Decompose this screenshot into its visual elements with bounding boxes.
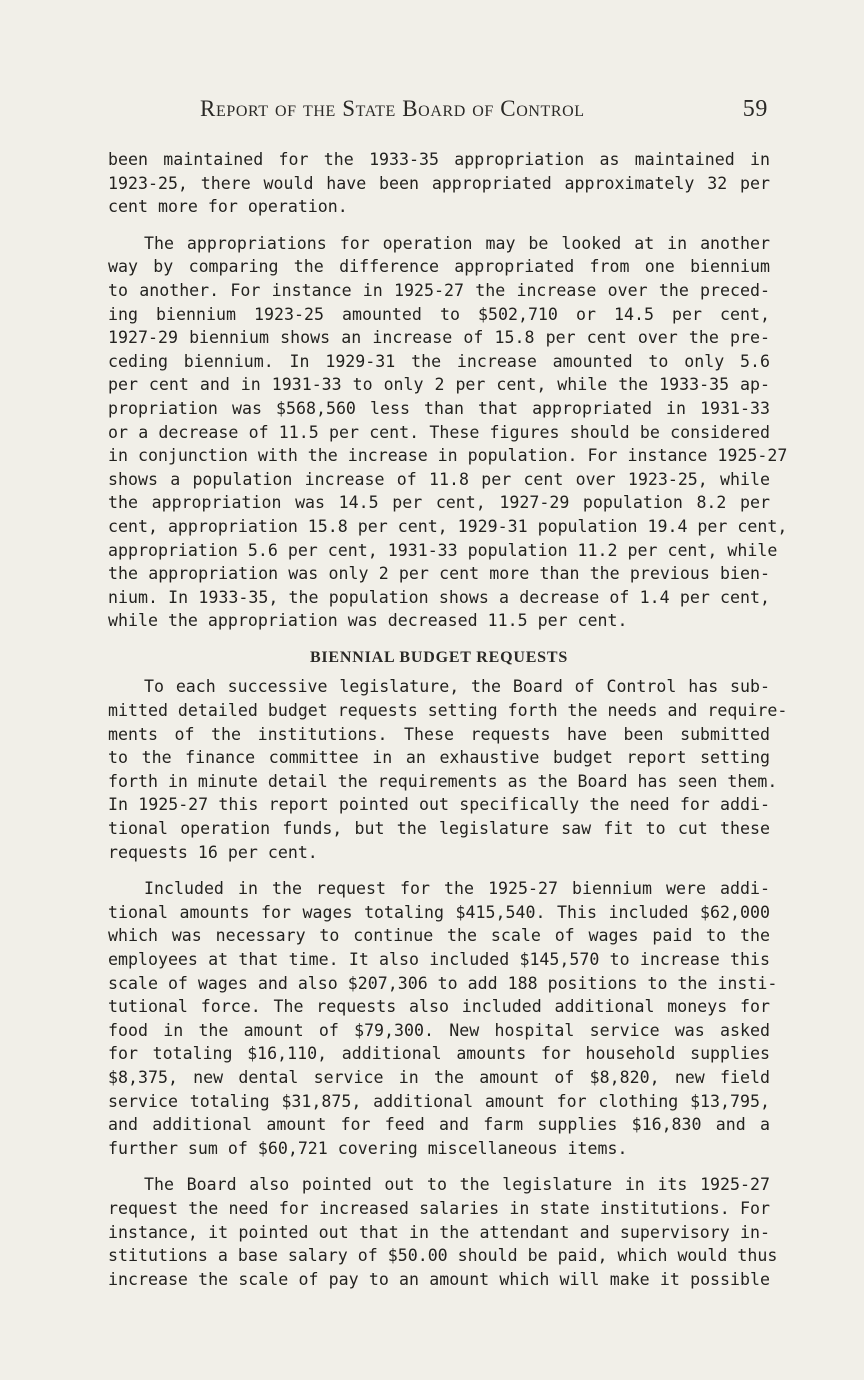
paragraph-appropriations: [108, 232, 788, 633]
text-line: and additional amount for feed and farm supplies $16,830 and a: [108, 1115, 770, 1135]
text-line: or a decrease of 11.5 per cent. These figures should be considered: [108, 422, 770, 442]
text-line: tutional force. The requests also included additional moneys for: [108, 997, 770, 1017]
text-line: The appropriations for operation may be looked at in another: [144, 233, 770, 253]
text-line: the appropriation was only 2 per cent more than the previous bien-: [108, 564, 770, 584]
text-line: ing biennium 1923-25 amounted to $502,710 or 14.5 per cent,: [108, 304, 770, 324]
text-line: ments of the institutions. These requests have been submitted: [108, 724, 770, 744]
text-line: forth in minute detail the requirements as the Board has seen them.: [108, 771, 778, 791]
text-line: requests 16 per cent.: [108, 842, 318, 862]
text-line: The Board also pointed out to the legislature in its 1925-27: [144, 1175, 770, 1195]
paragraph-budget-requests: [108, 675, 788, 864]
paragraph-wages: [108, 877, 778, 1160]
text-line: In 1925-27 this report pointed out specifically the need for addi-: [108, 795, 770, 815]
section-heading: BIENNIAL BUDGET REQUESTS: [309, 648, 569, 666]
text-line: the appropriation was 14.5 per cent, 1927-29 population 8.2 per: [108, 493, 770, 513]
text-line: tional amounts for wages totaling $415,540. This included $62,000: [108, 902, 770, 922]
paragraph-continuation: [108, 148, 770, 219]
text-line: food in the amount of $79,300. New hospital service was asked: [108, 1020, 770, 1040]
text-line: while the appropriation was decreased 11.5 per cent.: [108, 611, 628, 631]
page-number: 59: [742, 96, 768, 122]
text-line: cent more for operation.: [108, 197, 348, 217]
text-line: service totaling $31,875, additional amount for clothing $13,795,: [108, 1091, 770, 1111]
text-line: nium. In 1933-35, the population shows a decrease of 1.4 per cent,: [108, 587, 770, 607]
text-line: increase the scale of pay to an amount which will make it possible: [108, 1269, 770, 1289]
text-line: which was necessary to continue the scale of wages paid to the: [108, 926, 770, 946]
text-line: 1927-29 biennium shows an increase of 15.8 per cent over the pre-: [108, 328, 770, 348]
text-line: further sum of $60,721 covering miscellaneous items.: [108, 1138, 628, 1158]
text-line: mitted detailed budget requests setting forth the needs and require-: [108, 701, 788, 721]
text-line: appropriation 5.6 per cent, 1931-33 population 11.2 per cent, while: [108, 540, 778, 560]
text-line: for totaling $16,110, additional amounts for household supplies: [108, 1044, 770, 1064]
body-text: [108, 148, 788, 1304]
text-line: way by comparing the difference appropriated from one biennium: [108, 257, 770, 277]
text-line: to the finance committee in an exhaustive budget report setting: [108, 748, 770, 768]
text-line: 1923-25, there would have been appropriated approximately 32 per: [108, 173, 770, 193]
text-line: To each successive legislature, the Board of Control has sub-: [144, 677, 770, 697]
text-line: ceding biennium. In 1929-31 the increase amounted to only 5.6: [108, 351, 770, 371]
text-line: shows a population increase of 11.8 per cent over 1923-25, while: [108, 469, 770, 489]
text-line: per cent and in 1931-33 to only 2 per cent, while the 1933-35 ap-: [108, 375, 770, 395]
text-line: stitutions a base salary of $50.00 should be paid, which would thus: [108, 1246, 778, 1266]
text-line: tional operation funds, but the legislature saw fit to cut these: [108, 819, 770, 839]
text-line: scale of wages and also $207,306 to add 188 positions to the insti-: [108, 973, 778, 993]
text-line: cent, appropriation 15.8 per cent, 1929-31 population 19.4 per cent,: [108, 516, 788, 536]
text-line: employees at that time. It also included $145,570 to increase this: [108, 950, 770, 969]
running-head: [108, 92, 770, 132]
text-line: in conjunction with the increase in population. For instance 1925-27: [108, 446, 788, 466]
text-line: request the need for increased salaries in state institutions. For: [108, 1198, 770, 1218]
text-line: $8,375, new dental service in the amount of $8,820, new field: [108, 1067, 770, 1087]
text-line: Included in the request for the 1925-27 biennium were addi-: [144, 879, 770, 899]
running-head-title: Report of the State Board of Control: [200, 96, 585, 121]
text-line: propriation was $568,560 less than that appropriated in 1931-33: [108, 398, 770, 418]
text-line: instance, it pointed out that in the attendant and supervisory in-: [108, 1222, 770, 1242]
paragraph-salaries: [108, 1173, 778, 1291]
text-line: been maintained for the 1933-35 appropriation as maintained in: [108, 150, 770, 169]
text-line: to another. For instance in 1925-27 the increase over the preced-: [108, 280, 770, 300]
